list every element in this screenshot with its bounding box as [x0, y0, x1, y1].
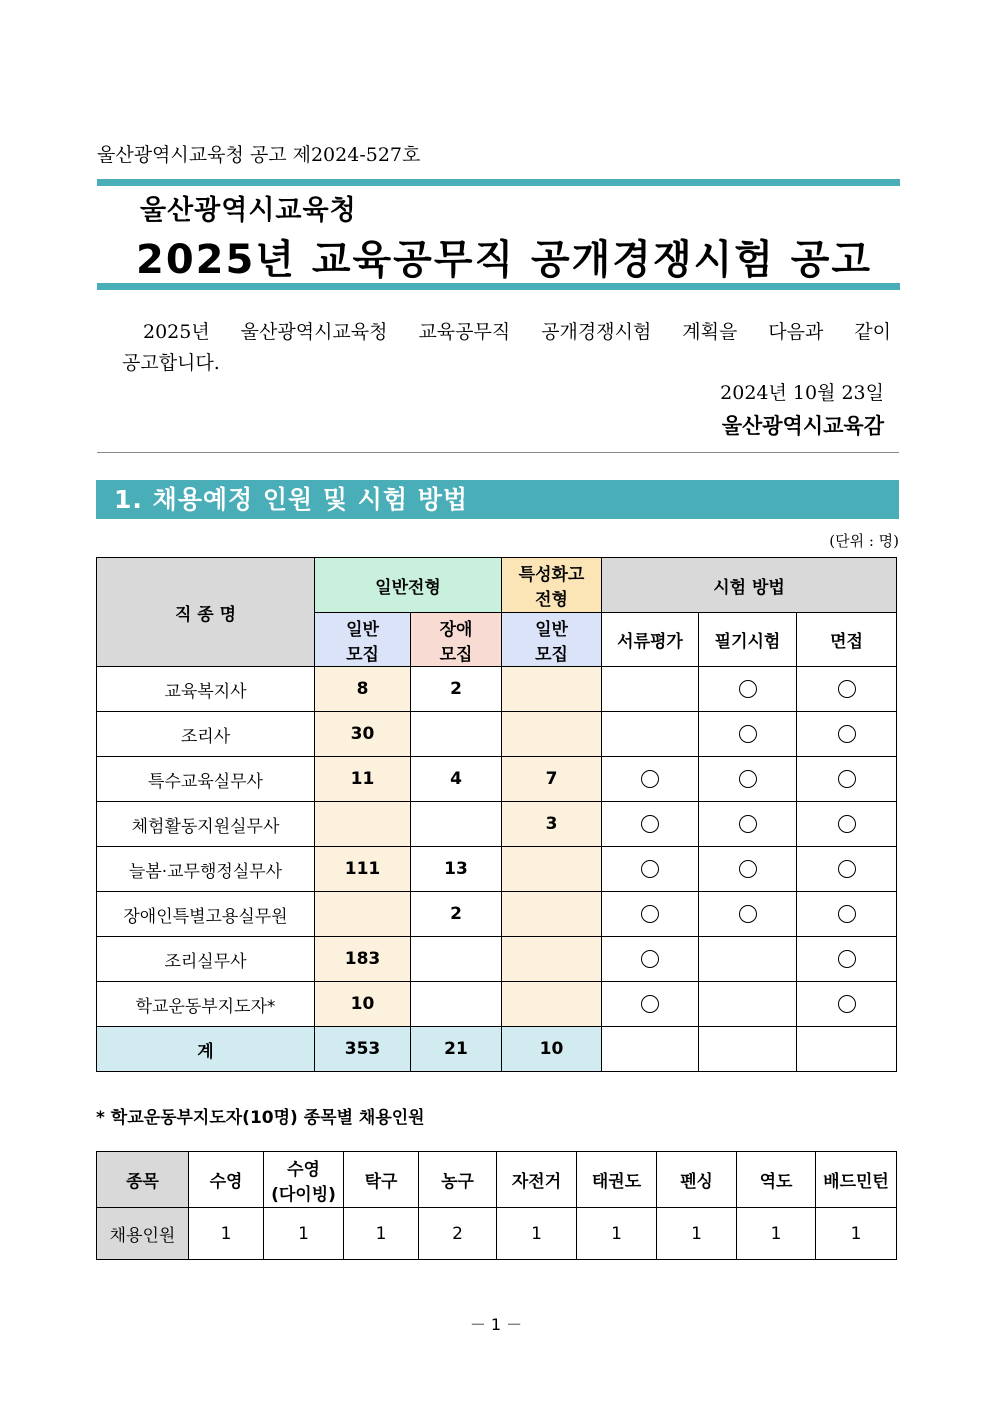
header-exam-method: 시험 방법 [602, 558, 897, 613]
cell-general [315, 892, 411, 937]
circle-mark-icon [739, 770, 757, 788]
cell-special: 3 [502, 802, 602, 847]
circle-mark-icon [739, 815, 757, 833]
header-special-track-line1: 특성화고 [518, 565, 585, 585]
header-document: 서류평가 [602, 613, 699, 667]
recruitment-table [96, 557, 897, 1072]
sport-count: 1 [657, 1208, 737, 1260]
cell-disabled: 2 [411, 667, 502, 712]
circle-mark-icon [641, 905, 659, 923]
cell-job: 조리실무사 [97, 937, 315, 982]
cell-document [602, 847, 699, 892]
sport-name [419, 1152, 497, 1208]
cell-document [602, 667, 699, 712]
cell-written [699, 802, 797, 847]
cell-job: 체험활동지원실무사 [97, 802, 315, 847]
sport-name [189, 1152, 264, 1208]
cell-document [602, 757, 699, 802]
header-general-track: 일반전형 [315, 558, 502, 613]
sport-name-line1: 농구 [441, 1172, 474, 1192]
sport-count: 1 [816, 1208, 897, 1260]
cell-special [502, 712, 602, 757]
cell-special [502, 847, 602, 892]
sport-name [264, 1152, 344, 1208]
cell-job: 늘봄·교무행정실무사 [97, 847, 315, 892]
cell-general: 30 [315, 712, 411, 757]
header-interview: 면접 [797, 613, 897, 667]
cell-general: 183 [315, 937, 411, 982]
page-title: 2025년 교육공무직 공개경쟁시험 공고 [136, 237, 873, 283]
sport-name [816, 1152, 897, 1208]
circle-mark-icon [838, 860, 856, 878]
cell-interview [797, 667, 897, 712]
table-row [97, 892, 897, 937]
cell-written [699, 847, 797, 892]
notice-number: 울산광역시교육청 공고 제2024-527호 [97, 144, 421, 166]
cell-disabled: 13 [411, 847, 502, 892]
cell-general: 10 [315, 982, 411, 1027]
table-row [97, 712, 897, 757]
sport-name-line1: 펜싱 [680, 1172, 713, 1192]
cell-interview [797, 982, 897, 1027]
cell-general [315, 802, 411, 847]
sport-name [737, 1152, 816, 1208]
cell-special [502, 937, 602, 982]
circle-mark-icon [838, 725, 856, 743]
total-disabled: 21 [411, 1027, 502, 1072]
header-disabled-recruit-line2: 모집 [439, 644, 473, 665]
cell-document [602, 712, 699, 757]
sport-name-line1: 탁구 [364, 1172, 398, 1192]
table-row [97, 757, 897, 802]
table-row [97, 667, 897, 712]
cell-disabled [411, 982, 502, 1027]
total-row [97, 1027, 897, 1072]
total-empty-cell [699, 1027, 797, 1072]
sport-name [344, 1152, 419, 1208]
cell-document [602, 982, 699, 1027]
circle-mark-icon [838, 770, 856, 788]
cell-special: 7 [502, 757, 602, 802]
intro-line-2: 공고합니다. [122, 352, 220, 374]
header-special-recruit-line1: 일반 [535, 619, 568, 640]
table-row [97, 847, 897, 892]
cell-interview [797, 937, 897, 982]
sport-count: 1 [189, 1208, 264, 1260]
page-number: － 1 － [469, 1315, 523, 1334]
cell-special [502, 982, 602, 1027]
header-general-recruit [315, 613, 411, 667]
cell-job: 학교운동부지도자* [97, 982, 315, 1027]
cell-written [699, 757, 797, 802]
cell-interview [797, 757, 897, 802]
cell-job: 장애인특별고용실무원 [97, 892, 315, 937]
cell-written [699, 712, 797, 757]
cell-written [699, 937, 797, 982]
header-written: 필기시험 [699, 613, 797, 667]
circle-mark-icon [838, 950, 856, 968]
circle-mark-icon [838, 905, 856, 923]
circle-mark-icon [739, 680, 757, 698]
cell-document [602, 892, 699, 937]
cell-general: 111 [315, 847, 411, 892]
intro-line-1: 2025년 울산광역시교육청 교육공무직 공개경쟁시험 계획을 다음과 같이 [143, 321, 891, 343]
cell-job: 특수교육실무사 [97, 757, 315, 802]
sport-name-line2: (다이빙) [271, 1184, 336, 1205]
cell-interview [797, 847, 897, 892]
table-row [97, 937, 897, 982]
sport-count: 1 [264, 1208, 344, 1260]
sport-name-line1: 자전거 [511, 1172, 562, 1192]
unit-label: (단위 : 명) [829, 532, 899, 550]
header-special-track [502, 558, 602, 613]
circle-mark-icon [739, 860, 757, 878]
announcement-date: 2024년 10월 23일 [720, 382, 884, 404]
cell-disabled: 2 [411, 892, 502, 937]
table-row [97, 802, 897, 847]
cell-job: 조리사 [97, 712, 315, 757]
cell-interview [797, 892, 897, 937]
circle-mark-icon [838, 815, 856, 833]
cell-written [699, 892, 797, 937]
circle-mark-icon [641, 770, 659, 788]
circle-mark-icon [838, 680, 856, 698]
circle-mark-icon [739, 725, 757, 743]
sport-count: 1 [497, 1208, 577, 1260]
sport-name [497, 1152, 577, 1208]
circle-mark-icon [641, 950, 659, 968]
sport-count: 2 [419, 1208, 497, 1260]
header-special-track-line2: 전형 [535, 590, 568, 610]
sports-note-title: * 학교운동부지도자(10명) 종목별 채용인원 [96, 1108, 425, 1128]
circle-mark-icon [641, 860, 659, 878]
cell-interview [797, 712, 897, 757]
signatory: 울산광역시교육감 [721, 414, 884, 438]
table-row [97, 982, 897, 1027]
cell-general: 11 [315, 757, 411, 802]
header-general-recruit-line2: 모집 [346, 644, 379, 665]
sports-table [96, 1151, 897, 1260]
total-empty-cell [602, 1027, 699, 1072]
cell-interview [797, 802, 897, 847]
sports-header-label: 종목 [97, 1152, 189, 1208]
sport-name-line1: 수영 [209, 1172, 243, 1192]
section-heading: 1. 채용예정 인원 및 시험 방법 [96, 480, 899, 519]
header-disabled-recruit-line1: 장애 [439, 619, 473, 640]
title-bottom-bar [97, 283, 900, 290]
sport-count: 1 [577, 1208, 657, 1260]
cell-general: 8 [315, 667, 411, 712]
cell-disabled [411, 712, 502, 757]
cell-document [602, 937, 699, 982]
circle-mark-icon [739, 905, 757, 923]
cell-disabled [411, 937, 502, 982]
cell-disabled [411, 802, 502, 847]
sports-row-label: 채용인원 [97, 1208, 189, 1260]
sport-name-line1: 태권도 [591, 1172, 642, 1192]
circle-mark-icon [641, 815, 659, 833]
organization-name: 울산광역시교육청 [140, 195, 357, 226]
cell-special [502, 892, 602, 937]
sport-name [577, 1152, 657, 1208]
sport-count: 1 [344, 1208, 419, 1260]
sport-count: 1 [737, 1208, 816, 1260]
sport-name [657, 1152, 737, 1208]
cell-special [502, 667, 602, 712]
header-special-recruit-line2: 모집 [535, 644, 568, 665]
cell-job: 교육복지사 [97, 667, 315, 712]
header-special-recruit [502, 613, 602, 667]
sport-name-line1: 수영 [287, 1159, 320, 1180]
circle-mark-icon [838, 995, 856, 1013]
cell-written [699, 667, 797, 712]
header-disabled-recruit [411, 613, 502, 667]
cell-document [602, 802, 699, 847]
cell-disabled: 4 [411, 757, 502, 802]
total-empty-cell [797, 1027, 897, 1072]
cell-written [699, 982, 797, 1027]
sport-name-line1: 역도 [759, 1172, 793, 1192]
total-special: 10 [502, 1027, 602, 1072]
header-general-recruit-line1: 일반 [346, 619, 379, 640]
sport-name-line1: 배드민턴 [823, 1172, 889, 1192]
total-general: 353 [315, 1027, 411, 1072]
divider [97, 452, 899, 453]
total-label: 계 [97, 1027, 315, 1072]
title-top-bar [97, 179, 900, 186]
circle-mark-icon [641, 995, 659, 1013]
header-job: 직 종 명 [97, 558, 315, 667]
